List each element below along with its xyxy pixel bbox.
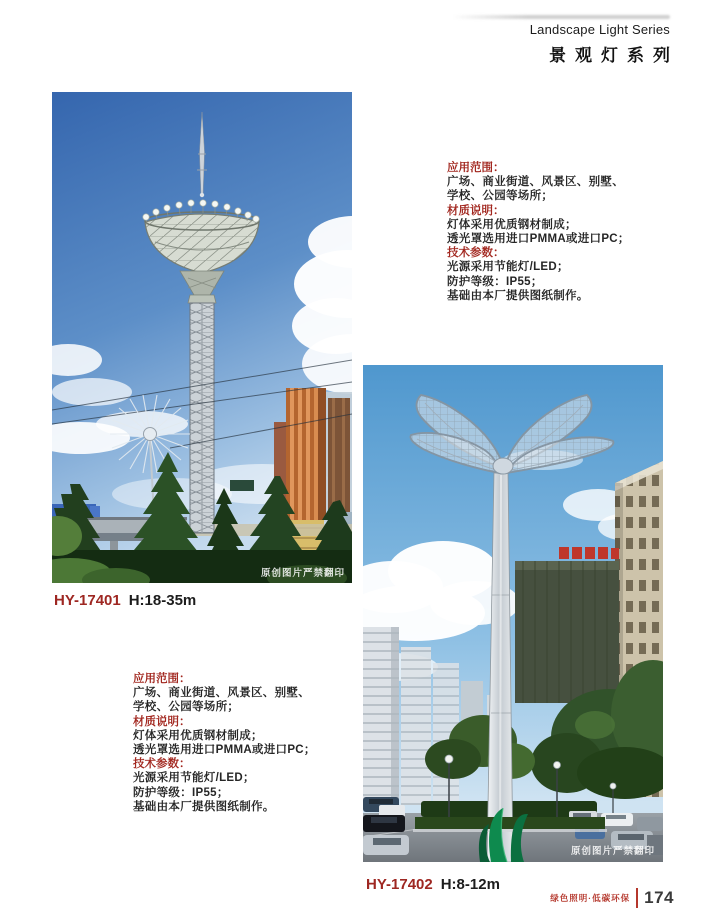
product-height-range: H:18-35m — [128, 592, 197, 609]
page-footer — [550, 888, 674, 908]
spec-heading-technical: 技术参数： — [133, 758, 191, 771]
spec-line: 透光罩选用进口PMMA或进口PC； — [447, 233, 630, 246]
tower-lattice-column — [190, 303, 214, 533]
series-title-chinese: 景观灯系列 — [549, 46, 679, 65]
spec-line: 防护等级：IP55； — [447, 275, 543, 288]
spec-line: 学校、公园等场所； — [447, 190, 554, 203]
footer-divider — [636, 888, 638, 908]
photo-watermark: 原创图片严禁翻印 — [260, 568, 345, 579]
spec-block-hy-17402 — [133, 672, 395, 814]
spec-line: 广场、商业街道、风景区、别墅、 — [447, 176, 624, 189]
spec-heading-material: 材质说明： — [447, 204, 505, 217]
page-number: 174 — [644, 888, 674, 907]
product-code: HY-17401 — [54, 592, 121, 609]
series-title-english: Landscape Light Series — [529, 22, 670, 37]
product-photo-hy-17402 — [363, 365, 663, 862]
parked-cars-left — [363, 797, 409, 855]
spec-line: 基础由本厂提供图纸制作。 — [447, 289, 589, 302]
spec-line: 光源采用节能灯/LED； — [133, 772, 255, 785]
spec-heading-application: 应用范围： — [447, 162, 505, 174]
spec-heading-material: 材质说明： — [133, 715, 191, 728]
footer-slogan: 绿色照明·低碳环保 — [550, 893, 631, 903]
front-hedge — [413, 817, 607, 832]
spec-line: 基础由本厂提供图纸制作。 — [133, 800, 275, 813]
spec-line: 灯体采用优质钢材制成； — [447, 218, 577, 231]
spec-line: 防护等级：IP55； — [133, 786, 229, 799]
product-photo-hy-17401 — [52, 92, 352, 583]
road-sign — [230, 480, 254, 491]
spec-heading-technical: 技术参数： — [447, 247, 505, 260]
spec-line: 透光罩选用进口PMMA或进口PC； — [133, 744, 316, 757]
spec-heading-application: 应用范围： — [133, 673, 191, 685]
spec-line: 光源采用节能灯/LED； — [447, 261, 569, 274]
spec-block-hy-17401 — [447, 161, 709, 303]
photo-watermark: 原创图片严禁翻印 — [570, 846, 655, 857]
product-code: HY-17402 — [366, 876, 433, 893]
spec-line: 学校、公园等场所； — [133, 701, 240, 714]
header-rule — [452, 15, 670, 19]
product-height-range: H:8-12m — [440, 876, 500, 893]
dark-glass-building — [515, 547, 619, 703]
product-label-hy-17402 — [366, 876, 500, 893]
spec-line: 广场、商业街道、风景区、别墅、 — [133, 687, 310, 700]
product-label-hy-17401 — [54, 592, 196, 609]
spec-line: 灯体采用优质钢材制成； — [133, 729, 263, 742]
